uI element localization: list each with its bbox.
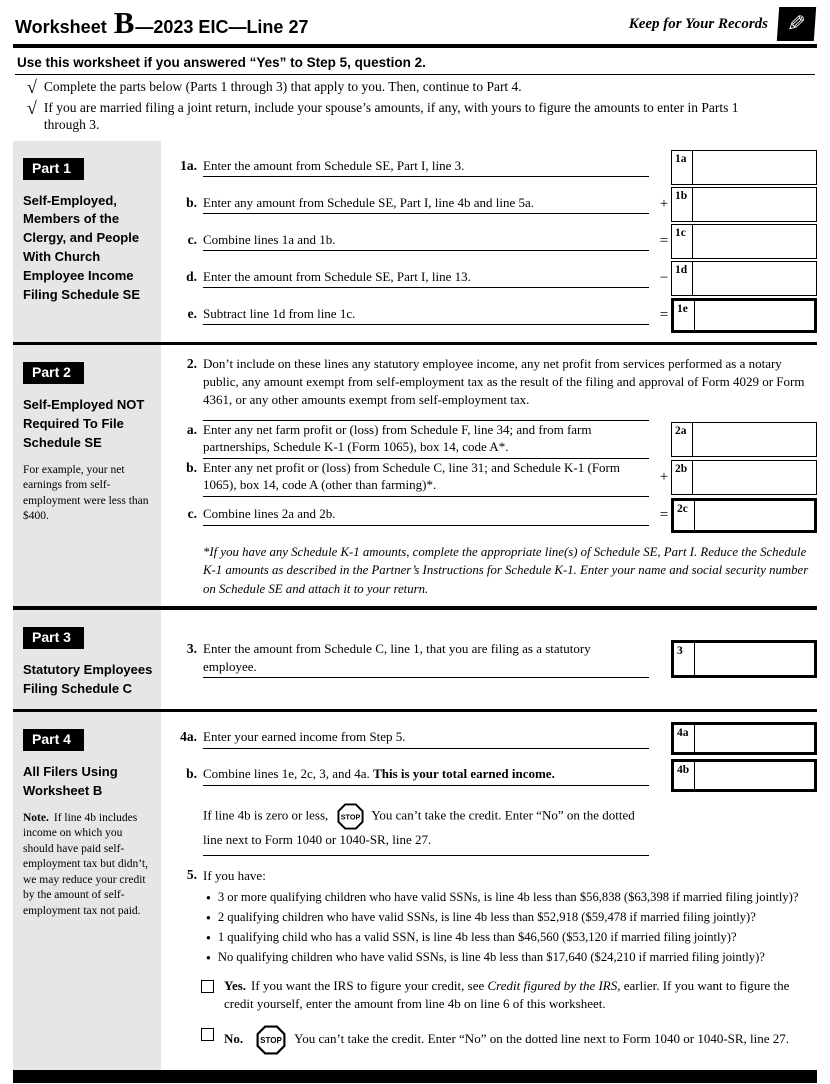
line-1d-row	[173, 260, 817, 297]
box-1a[interactable]	[671, 150, 817, 185]
line-number: 1a.	[180, 157, 197, 173]
intro-item-2	[15, 96, 815, 134]
bottom-bar	[13, 1070, 817, 1083]
box-2b[interactable]	[671, 460, 817, 495]
line-4a-text: Enter your earned income from Step 5.	[203, 728, 649, 749]
keep-for-records-label: Keep for Your Records	[628, 15, 768, 32]
header	[13, 0, 817, 44]
part-2-note: For example, your net earnings from self-employment were less than $400.	[23, 463, 149, 523]
line-number: b.	[186, 766, 197, 782]
part-4-sidebar	[13, 712, 161, 1070]
bullet-1-text: 3 or more qualifying children who have valid SSNs, is line 4b less than $56,838 ($63,398 if married filing jointly)?	[217, 889, 799, 904]
line-number: e.	[187, 305, 197, 321]
note-text: If line 4b includes income on which you should have paid self-employment tax but didn’t, we may reduce your credit by the amount of self-employment tax not paid.	[23, 811, 148, 917]
part-1-badge: Part 1	[23, 158, 84, 180]
checkmark-icon: √	[27, 97, 37, 118]
box-4a[interactable]	[671, 722, 817, 755]
part-3-sidebar	[13, 610, 161, 709]
box-2b-field[interactable]	[693, 461, 816, 494]
box-label: 2a	[672, 423, 693, 456]
minus-operator: −	[659, 269, 669, 286]
part-4-note	[23, 811, 153, 920]
line-3-row	[173, 640, 817, 678]
part-2-badge: Part 2	[23, 362, 84, 384]
box-label: 1a	[672, 151, 693, 184]
part-1-title: Self-Employed, Members of the Clergy, and People With Church Employee Income Filing Schedule SE	[23, 192, 141, 302]
yes-option-text: Yes. If you want the IRS to figure your credit, see Credit figured by the IRS, earlier. If you want to figure the credit yourself, enter the amount from line 4b on line 6 of this worksheet.	[224, 977, 790, 1012]
line-2a-row	[173, 421, 817, 459]
line-5-section	[173, 867, 817, 965]
equals-operator: =	[659, 232, 669, 249]
box-2c[interactable]	[671, 498, 817, 533]
bullet-icon: ●	[206, 912, 211, 922]
qualifying-children-bullet-3	[203, 929, 817, 946]
line-1c-row	[173, 223, 817, 260]
line-1b-row	[173, 186, 817, 223]
box-1d[interactable]	[671, 261, 817, 296]
box-2c-field[interactable]	[695, 501, 814, 530]
stop-icon	[337, 803, 364, 830]
worksheet-label: Worksheet	[15, 17, 107, 37]
line-2-paragraph	[173, 355, 817, 410]
box-1b-field[interactable]	[693, 188, 816, 221]
line-2c-text: Combine lines 2a and 2b.	[203, 505, 649, 526]
box-label: 2c	[674, 501, 695, 530]
yes-option	[201, 977, 817, 1015]
box-4b[interactable]	[671, 759, 817, 792]
line-number: d.	[186, 268, 197, 284]
bullet-3-text: 1 qualifying child who has a valid SSN, is line 4b less than $46,560 ($53,120 if married filing jointly)?	[217, 929, 737, 944]
box-label: 4b	[674, 762, 695, 789]
box-label: 2b	[672, 461, 693, 494]
svg-text:STOP: STOP	[260, 1036, 283, 1046]
intro-item-1-text: Complete the parts below (Parts 1 through 3) that apply to you. Then, continue to Part 4.	[43, 78, 522, 94]
line-2b-text: Enter any net profit or (loss) from Schedule C, line 31; and Schedule K-1 (Form 1065), box 14, code A (other than farming)*.	[203, 459, 649, 497]
equals-operator: =	[659, 506, 669, 523]
qualifying-children-bullet-4	[203, 949, 817, 966]
line-5-lead: If you have:	[203, 868, 266, 884]
box-label: 1e	[674, 301, 695, 330]
line-4b-text: Combine lines 1e, 2c, 3, and 4a. This is your total earned income.	[203, 765, 649, 786]
box-1a-field[interactable]	[693, 151, 816, 184]
pencil-icon: ✎	[777, 7, 816, 41]
warning-post-text: You can’t take the credit. Enter “No” on the dotted line next to Form 1040 or 1040-SR, line 27.	[203, 807, 635, 848]
box-4a-field[interactable]	[695, 725, 814, 752]
line-4a-row	[173, 720, 817, 757]
zero-or-less-warning	[203, 803, 649, 856]
box-3-field[interactable]	[695, 643, 814, 675]
part-3-title: Statutory Employees Filing Schedule C	[23, 661, 153, 696]
line-number: 4a.	[180, 729, 197, 745]
box-label: 1d	[672, 262, 693, 295]
intro-item-1	[15, 75, 815, 96]
line-number: b.	[186, 459, 197, 475]
box-1e-field[interactable]	[695, 301, 814, 330]
box-label: 1b	[672, 188, 693, 221]
part-1-sidebar	[13, 141, 161, 342]
line-number: 5.	[186, 867, 197, 883]
no-text: You can’t take the credit. Enter “No” on the dotted line next to Form 1040 or 1040-SR, line 27.	[294, 1031, 790, 1047]
box-label: 1c	[672, 225, 693, 258]
intro-item-2-text: If you are married filing a joint return, include your spouse’s amounts, if any, with yours to figure the amounts to enter in Parts 1 through 3.	[43, 99, 739, 133]
box-1c[interactable]	[671, 224, 817, 259]
part-4	[13, 712, 817, 1070]
intro-section	[13, 48, 817, 141]
plus-operator: +	[659, 469, 669, 486]
line-1c-text: Combine lines 1a and 1b.	[203, 231, 649, 252]
box-2a[interactable]	[671, 422, 817, 457]
part-4-title: All Filers Using Worksheet B	[23, 764, 118, 799]
box-1c-field[interactable]	[693, 225, 816, 258]
line-2-text: Don’t include on these lines any statutory employee income, any net profit from services performed as a notary public, any amount exempt from self-employment tax as the result of the filing and approval of Form 4029 or Form 4361, or any other amounts exempt from self-employment tax.	[203, 356, 805, 408]
box-2a-field[interactable]	[693, 423, 816, 456]
line-1b-text: Enter any amount from Schedule SE, Part I, line 4b and line 5a.	[203, 194, 649, 215]
line-2a-text: Enter any net farm profit or (loss) from Schedule F, line 34; and from farm partnerships, Schedule K-1 (Form 1065), box 14, code A*.	[203, 421, 649, 459]
worksheet-letter: B	[113, 5, 135, 40]
equals-operator: =	[659, 306, 669, 323]
line-1e-row	[173, 297, 817, 334]
yes-checkbox[interactable]	[201, 980, 214, 993]
line-number: c.	[187, 506, 197, 522]
box-label: 3	[674, 643, 695, 675]
no-label: No.	[224, 1031, 244, 1047]
part-3-badge: Part 3	[23, 627, 84, 649]
no-option-text	[224, 1025, 817, 1055]
box-1b[interactable]	[671, 187, 817, 222]
note-label: Note.	[23, 811, 49, 824]
qualifying-children-bullet-1	[203, 889, 817, 906]
checkmark-icon: √	[27, 76, 37, 97]
part-2-sidebar	[13, 345, 161, 606]
line-1e-text: Subtract line 1d from line 1c.	[203, 305, 649, 326]
yes-label: Yes.	[224, 977, 247, 993]
warning-pre-text: If line 4b is zero or less,	[203, 807, 329, 823]
box-label: 4a	[674, 725, 695, 752]
line-number: 3.	[186, 641, 197, 657]
schedule-k1-footnote: *If you have any Schedule K-1 amounts, complete the appropriate line(s) of Schedule SE, Part I. Reduce the Schedule K-1 amounts as described in the Partner’s Instructions for Schedule K-1. Enter your name and social security number on Schedule SE and attach it to your return.	[203, 544, 809, 596]
line-number: 2.	[186, 356, 197, 372]
line-number: c.	[187, 231, 197, 247]
part-2-title: Self-Employed NOT Required To File Schedule SE	[23, 397, 145, 450]
part-4-badge: Part 4	[23, 729, 84, 751]
line-1a-row	[173, 149, 817, 186]
line-4b-bold-text: This is your total earned income.	[373, 766, 555, 782]
no-checkbox[interactable]	[201, 1028, 214, 1041]
bullet-2-text: 2 qualifying children who have valid SSNs, is line 4b less than $52,918 ($59,478 if married filing jointly)?	[217, 909, 756, 924]
bullet-icon: ●	[206, 892, 211, 902]
line-number: b.	[186, 194, 197, 210]
line-1d-text: Enter the amount from Schedule SE, Part I, line 13.	[203, 268, 649, 289]
worksheet-title-rest: —2023 EIC—Line 27	[135, 17, 309, 37]
part-3	[13, 610, 817, 709]
stop-icon	[256, 1025, 286, 1055]
line-number: a.	[186, 421, 197, 437]
svg-text:STOP: STOP	[340, 812, 360, 822]
bullet-4-text: No qualifying children who have valid SSNs, is line 4b less than $17,640 ($24,210 if married filing jointly)?	[217, 949, 765, 964]
box-1d-field[interactable]	[693, 262, 816, 295]
qualifying-children-bullet-2	[203, 909, 817, 926]
line-3-text: Enter the amount from Schedule C, line 1, that you are filing as a statutory employee.	[203, 640, 649, 678]
box-4b-field[interactable]	[695, 762, 814, 789]
credit-figured-by-irs-reference: Credit figured by the IRS	[487, 977, 618, 993]
line-2b-row	[173, 459, 817, 497]
line-1a-text: Enter the amount from Schedule SE, Part I, line 3.	[203, 157, 649, 178]
plus-operator: +	[659, 195, 669, 212]
bullet-icon: ●	[206, 932, 211, 942]
part-2	[13, 345, 817, 606]
line-4b-row	[173, 757, 817, 794]
bullet-icon: ●	[206, 952, 211, 962]
box-3[interactable]	[671, 640, 817, 678]
page-title	[15, 5, 309, 40]
line-2c-row	[173, 497, 817, 534]
part-1	[13, 141, 817, 342]
box-1e[interactable]	[671, 298, 817, 333]
no-option	[201, 1025, 817, 1055]
intro-heading: Use this worksheet if you answered “Yes” to Step 5, question 2.	[15, 53, 815, 75]
